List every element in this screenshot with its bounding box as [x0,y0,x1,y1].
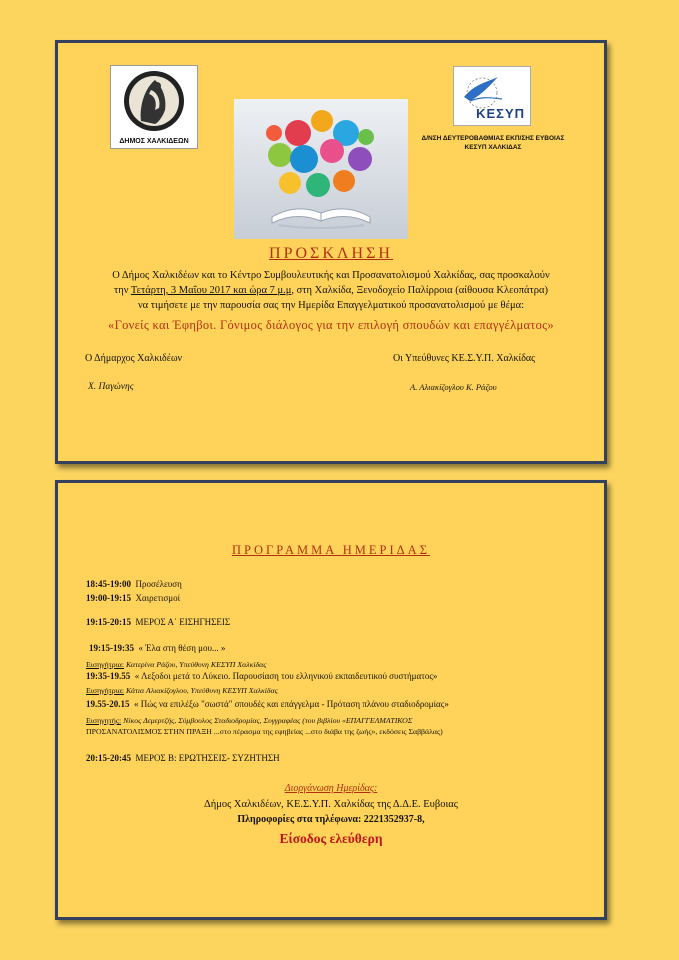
program-item: ΜΕΡΟΣ Α΄ ΕΙΣΗΓΗΣΕΙΣ [135,617,231,627]
municipality-logo [110,65,198,149]
program-time: 19:15-19:35 [89,643,134,653]
program-row-greetings [86,593,180,603]
invitation-card [55,40,607,464]
program-row-speaker2 [86,686,278,695]
municipality-logo-caption: ΔΗΜΟΣ ΧΑΛΚΙΔΕΩΝ [119,138,189,145]
kesyp-subtitle-line1: Δ/ΝΣΗ ΔΕΥΤΕΡΟΒΑΘΜΙΑΣ ΕΚΠ/ΣΗΣ ΕΥΒΟΙΑΣ [421,135,565,142]
invitation-theme: «Γονείς και Έφηβοι. Γόνιμος διάλογος για την επιλογή σπουδών και επαγγέλματος» [108,318,554,332]
program-row-part-a [86,617,230,627]
program-item: « Έλα στη θέση μου... » [138,643,226,653]
organizer-label: Διοργάνωση Ημερίδας: [284,783,378,794]
program-time: 19.55-20.15 [86,699,130,709]
program-row-talk1 [89,643,225,653]
program-item: Χαιρετισμοί [135,593,181,603]
speaker-label: Εισηγήτρια: [86,660,125,669]
program-row-speaker1 [86,660,266,669]
education-illustration [234,99,408,239]
program-row-speaker3 [86,716,412,725]
program-time: 19:00-19:15 [86,593,131,603]
speaker-label: Εισηγητής: [86,716,122,725]
invitation-text-line2-suffix: , στη Χαλκίδα, Ξενοδοχείο Παλίρροια (αίθουσα Κλεοπάτρα) [291,285,548,296]
kesyp-heads-names: Α. Αλιακίζογλου Κ. Ράζου [410,382,497,392]
program-row-arrival [86,579,182,589]
program-row-talk2 [86,671,437,681]
info-phone: Πληροφορίες στα τηλέφωνα: 2221352937-8, [237,814,425,825]
program-row-speaker3-cont [86,727,443,736]
book-ideas-icon [234,99,408,239]
program-time: 20:15-20:45 [86,753,131,763]
bird-icon [458,71,508,111]
kesyp-logo-text: ΚΕΣΥΠ [476,106,525,121]
mayor-name: Χ. Παγώνης [88,382,134,392]
program-item: « Λεξοδοι μετά το Λύκειο. Παρουσίαση του ελληνικού εκπαιδευτικού συστήματος» [134,671,438,681]
program-item: « Πώς να επιλέξω "σωστά" σπουδές και επάγγελμα - Πρόταση πλάνου σταδιοδρομίας» [134,699,449,709]
program-item: ΜΕΡΟΣ Β: ΕΡΩΤΗΣΕΙΣ- ΣΥΖΗΤΗΣΗ [135,753,280,763]
kesyp-heads-title: Οι Υπεύθυνες ΚΕ.Σ.Υ.Π. Χαλκίδας [393,353,536,364]
program-row-talk3 [86,699,449,709]
organizer-line: Δήμος Χαλκιδέων, ΚΕ.Σ.Υ.Π. Χαλκίδας της Δ.Δ.Ε. Ευβοιας [204,799,458,810]
mayor-title: Ο Δήμαρχος Χαλκιδέων [85,353,183,364]
invitation-text-line2 [58,285,604,296]
program-card [55,480,607,920]
speaker-label: Εισηγήτρια: [86,686,125,695]
program-row-part-b [86,753,280,763]
invitation-text-line1: Ο Δήμος Χαλκιδέων και το Κέντρο Συμβουλευτικής και Προσανατολισμού Χαλκίδας, σας προσκαλούν [112,270,550,281]
program-time: 19:15-20:15 [86,617,131,627]
speaker-book: ΠΡΟΣΑΝΑΤΟΛΙΣΜΟΣ ΣΤΗΝ ΠΡΑΞΗ ...στο πέρασμα της εφηβείας ...στο διάβα της ζωής», εκδόσεις Σαββάλας) [86,727,443,736]
program-item: Προσέλευση [135,579,182,589]
kesyp-subtitle-line2: ΚΕΣΥΠ ΧΑΛΚΙΔΑΣ [464,144,522,151]
invitation-title: ΠΡΟΣΚΛΗΣΗ [269,245,393,262]
free-entry: Είσοδος ελεύθερη [279,831,383,846]
event-date: Τετάρτη, 3 Μαΐου 2017 και ώρα 7 μ.μ [130,285,292,296]
speaker-name: Νίκος Δεμερτζής, Σύμβουλος Σταδιοδρομίας, Συγγραφέας (του βιβλίου «ΕΠΑΓΓΕΛΜΑΤΙΚΟΣ [123,716,413,725]
kesyp-logo [453,66,531,126]
program-title: ΠΡΟΓΡΑΜΜΑ ΗΜΕΡΙΔΑΣ [231,543,430,557]
coin-emblem-icon [111,66,197,136]
invitation-text-line3: να τιμήσετε με την παρουσία σας την Ημερίδα Επαγγελματικού προσανατολισμού με θέμα: [137,300,525,311]
program-time: 19:35-19.55 [86,671,131,681]
program-time: 18:45-19:00 [86,579,131,589]
speaker-name: Κάτια Αλιακίζογλου, Υπεύθυνη ΚΕΣΥΠ Χαλκίδας [126,686,278,695]
invitation-text-line2-prefix: την [114,285,131,296]
speaker-name: Κατερίνα Ράζου, Υπεύθυνη ΚΕΣΥΠ Χαλκίδας [126,660,267,669]
